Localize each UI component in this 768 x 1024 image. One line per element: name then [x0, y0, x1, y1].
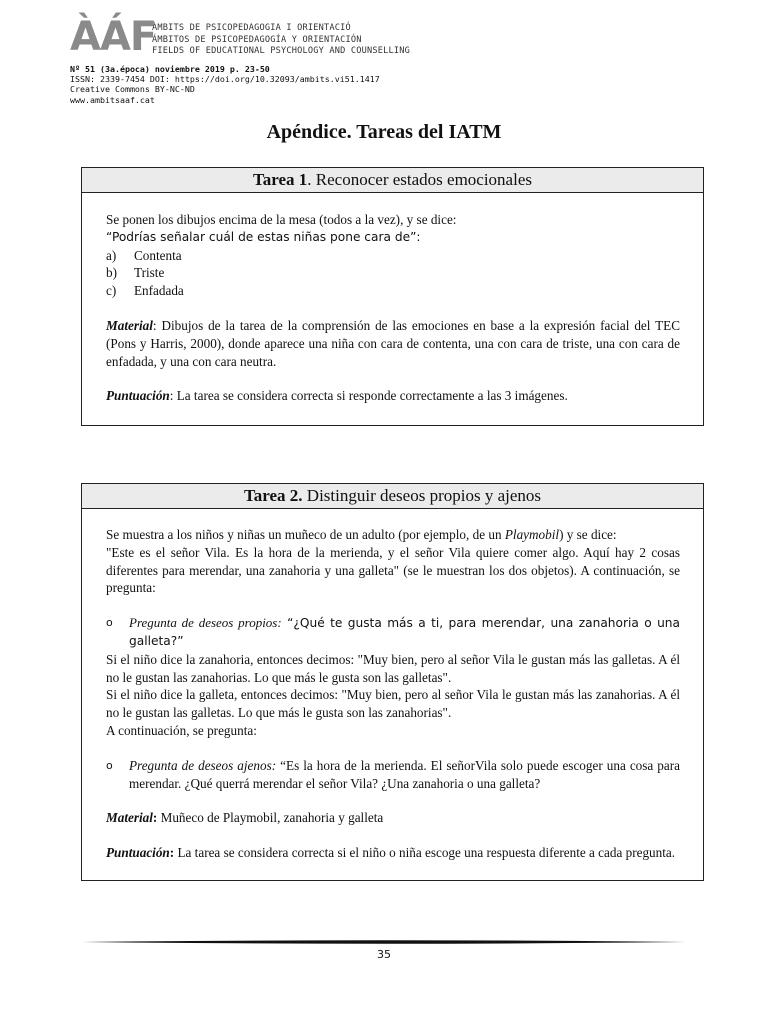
question-other-text: “Es la hora de la merienda. El señorVila solo puede escoger una cosa para merendar. ¿Qué querrá merendar el señor Vila? ¿Una zanahoria o una galleta? — [129, 757, 680, 791]
tarea-2-box — [81, 483, 704, 881]
journal-name-spanish: ÁMBITOS DE PSICOPEDAGOGÍA Y ORIENTACIÓN — [152, 34, 362, 45]
page-title: Apéndice. Tareas del IATM — [266, 121, 502, 143]
tarea-1-option — [106, 282, 680, 300]
intro-text-end: ) y se dice: — [559, 527, 617, 542]
tarea-2-galleta: Si el niño dice la galleta, entonces decimos: "Muy bien, pero al señor Vila le gustan más las zanahorias. A él no le gustan las galletas. Lo que más le gusta son las zanahorias". — [106, 687, 680, 721]
tarea-1-question: “Podrías señalar cuál de estas niñas pone cara de”: — [106, 229, 421, 244]
website-line: www.ambitsaaf.cat — [70, 94, 155, 105]
tarea-1-body — [82, 193, 703, 405]
intro-text: Se muestra a los niños y niñas un muñeco de un adulto (por ejemplo, de un — [106, 527, 505, 542]
tarea-2-heading — [82, 484, 703, 509]
puntuacion-text: : La tarea se considera correcta si responde correctamente a las 3 imágenes. — [169, 388, 568, 404]
journal-name-english: FIELDS OF EDUCATIONAL PSYCHOLOGY AND COUNSELLING — [152, 46, 410, 56]
tarea-1-intro: Se ponen los dibujos encima de la mesa (todos a la vez), y se dice: — [106, 212, 457, 227]
option-text: Triste — [134, 265, 165, 281]
tarea-2-label: Tarea 2. — [243, 486, 303, 505]
footer-divider — [82, 937, 686, 947]
option-letter: c) — [106, 283, 117, 299]
material-label: Material — [106, 317, 153, 333]
bullet-icon: o — [106, 758, 113, 772]
material-text: Muñeco de Playmobil, zanahoria y galleta — [157, 810, 384, 826]
issue-line: Nº 51 (3a.época) noviembre 2019 p. 23-50 — [70, 64, 270, 74]
tarea-1-material — [106, 317, 680, 370]
option-text: Enfadada — [134, 283, 184, 299]
tarea-1-title: . Reconocer estados emocionales — [307, 170, 532, 189]
tarea-2-puntuacion: Puntuación: La tarea se considera correcta si el niño o niña escoge una respuesta diferente a cada pregunta. — [106, 845, 676, 861]
material-label: Material — [106, 810, 153, 826]
intro-italic: Playmobil — [504, 527, 560, 542]
tarea-1-option — [106, 247, 680, 265]
publication-meta — [70, 64, 380, 105]
license-line: Creative Commons BY-NC-ND — [70, 84, 195, 95]
tarea-2-continuacion: A continuación, se pregunta: — [106, 722, 257, 738]
puntuacion-label: Puntuación — [106, 388, 170, 404]
question-own-label: Pregunta de deseos propios: — [129, 615, 282, 631]
option-letter: b) — [106, 265, 117, 281]
puntuacion-text: La tarea se considera correcta si el niño o niña escoge una respuesta diferente a cada pregunta. — [174, 845, 676, 861]
question-own-text: “¿Qué te gusta más a ti, para merendar, una zanahoria o una galleta?” — [129, 616, 680, 648]
tarea-1-option — [106, 264, 680, 282]
bullet-icon: o — [106, 616, 113, 630]
tarea-2-title: Distinguir deseos propios y ajenos — [302, 486, 541, 505]
tarea-2-zanahoria: Si el niño dice la zanahoria, entonces decimos: "Muy bien, pero al señor Vila le gustan más las galletas. A él no le gustan las zanahorias. Lo que más le gusta son las galletas". — [106, 651, 680, 685]
tarea-2-intro — [106, 526, 680, 544]
tarea-1-box — [81, 167, 704, 426]
issn-doi-line: ISSN: 2339-7454 DOI: https://doi.org/10.32093/ambits.vi51.1417 — [70, 74, 380, 85]
journal-logo — [70, 14, 410, 60]
puntuacion-label: Puntuación — [106, 845, 170, 861]
journal-name-lines — [152, 23, 410, 58]
tarea-1-label: Tarea 1 — [252, 170, 308, 189]
tarea-2-body — [82, 509, 703, 862]
option-letter: a) — [106, 247, 117, 263]
option-text: Contenta — [134, 247, 182, 263]
tarea-2-material: Material: Muñeco de Playmobil, zanahoria y galleta — [106, 810, 384, 826]
tarea-1-puntuacion — [106, 387, 680, 405]
page-number: 35 — [377, 948, 391, 961]
tarea-2-question-own — [83, 614, 680, 651]
question-other-label: Pregunta de deseos ajenos: — [129, 757, 277, 773]
tarea-2-quote: "Este es el señor Vila. Es la hora de la merienda, y el señor Vila quiere comer algo. Aquí hay 2 cosas diferentes para merendar, una zanahoria y una galleta" (se le muestran los dos objetos). A continuación, se pregunta: — [106, 544, 680, 596]
tarea-1-heading — [82, 168, 703, 193]
material-text: : Dibujos de la tarea de la comprensión de las emociones en base a la expresión facial del TEC (Pons y Harris, 2000), donde aparece una niña con cara de contenta, una con cara de triste, una con cara de enfadada, y una con cara neutra. — [106, 317, 680, 369]
journal-name-catalan: ÀMBITS DE PSICOPEDAGOGIA I ORIENTACIÓ — [152, 23, 351, 33]
tarea-2-question-other — [83, 757, 680, 793]
logo-mark: ÀÁF — [70, 14, 157, 60]
